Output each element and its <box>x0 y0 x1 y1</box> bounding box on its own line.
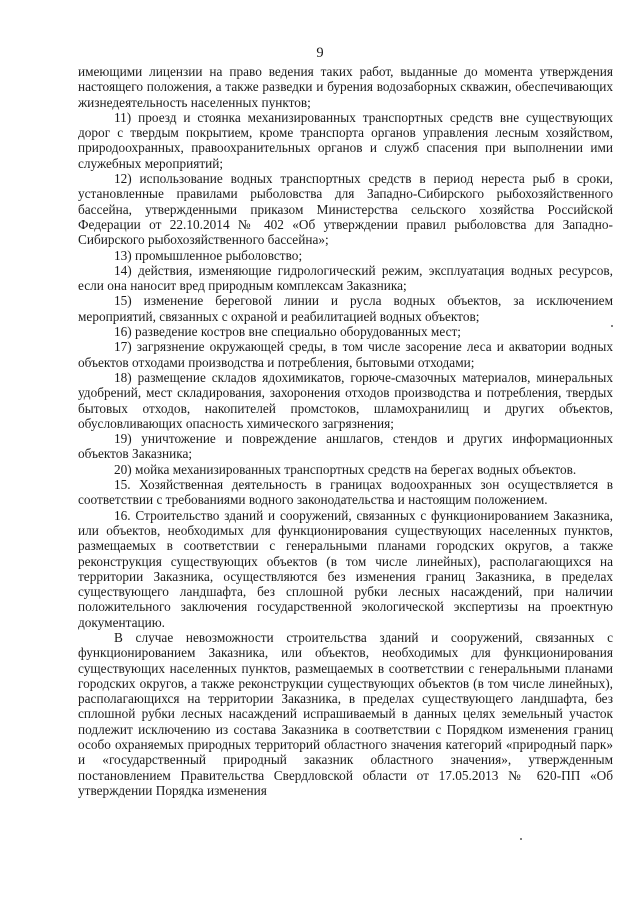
paragraph-item-20: 20) мойка механизированных транспортных средств на берегах водных объектов. <box>114 461 577 477</box>
paragraph-item-12: 12) использование водных транспортных средств в период нереста рыб в сроки, установленные правилами рыболовства для Западно-Сибирского рыбохозяйственного бассейна, утвержденными приказом Министерства сельского хозяйства Российской Федерации от 22.10.2014 № 402 «Об утверждении правил рыболовства для Западно-Сибирского рыбохозяйственного бассейна»; <box>78 171 613 248</box>
paragraph-clause-16: 16. Строительство зданий и сооружений, связанных с функционированием Заказника, или объектов, необходимых для функционирования существующих населенных пунктов, размещаемых в соответствии с генеральными планами городских округов, а также реконструкция существующих объектов (в том числе линейных), располагающихся на территории Заказника, осуществляются без изменения границ Заказника, в пределах существующего ландшафта, без сплошной рубки лесных насаждений, при наличии положительного заключения государственной экологической экспертизы на проектную документацию. <box>78 507 613 630</box>
paragraph-item-14: 14) действия, изменяющие гидрологический режим, эксплуатация водных ресурсов, если она наносит вред природным комплексам Заказника; <box>78 262 613 294</box>
paragraph-item-19: 19) уничтожение и повреждение аншлагов, стендов и других информационных объектов Заказника; <box>78 431 613 462</box>
body-text <box>78 64 613 798</box>
page-number: 9 <box>316 45 324 61</box>
scan-speck <box>520 838 522 840</box>
scan-speck <box>611 325 613 327</box>
paragraph-item-15: 15) изменение береговой линии и русла водных объектов, за исключением мероприятий, связанных с охраной и реабилитацией водных объектов; <box>78 293 613 324</box>
paragraph-clause-16-continued: В случае невозможности строительства зданий и сооружений, связанных с функционированием Заказника, или объектов, необходимых для функционирования существующих населенных пунктов, размещаемых в соответствии с генеральными планами городских округов, а также реконструкции существующих объектов (в том числе линейных), располагающихся на территории Заказника, в пределах существующего ландшафта, без сплошной рубки лесных насаждений испрашиваемый в данных целях земельный участок подлежит исключению из состава Заказника в соответствии с Порядком изменения границ особо охраняемых природных территорий областного значения категорий «природный парк» и «государственный природный заказник областного значения», утвержденным постановлением Правительства Свердловской области от 17.05.2013 № 620-ПП «Об утверждении Порядка изменения <box>78 629 613 798</box>
paragraph-item-17: 17) загрязнение окружающей среды, в том числе засорение леса и акватории водных объектов отходами производства и потребления, бытовыми отходами; <box>78 339 613 370</box>
paragraph-continuation: имеющими лицензии на право ведения таких работ, выданные до момента утверждения настоящего положения, а также разведки и бурения водозаборных скважин, обеспечивающих жизнедеятельность населенных пунктов; <box>78 64 613 110</box>
paragraph-item-18: 18) размещение складов ядохимикатов, горюче-смазочных материалов, минеральных удобрений, мест складирования, захоронения отходов производства и потребления, твердых бытовых отходов, накопителей промстоков, шламохранилищ и других объектов, обусловливающих опасность химического загрязнения; <box>78 369 613 431</box>
paragraph-item-16: 16) разведение костров вне специально оборудованных мест; <box>114 324 461 340</box>
paragraph-clause-15: 15. Хозяйственная деятельность в границах водоохранных зон осуществляется в соответствии с требованиями водного законодательства и настоящим положением. <box>78 477 613 508</box>
paragraph-item-13: 13) промышленное рыболовство; <box>114 247 303 263</box>
paragraph-item-11: 11) проезд и стоянка механизированных транспортных средств вне существующих дорог с твердым покрытием, кроме транспорта органов управления лесным хозяйством, природоохранных, правоохранительных органов и служб спасения при выполнении ими служебных мероприятий; <box>78 109 613 171</box>
